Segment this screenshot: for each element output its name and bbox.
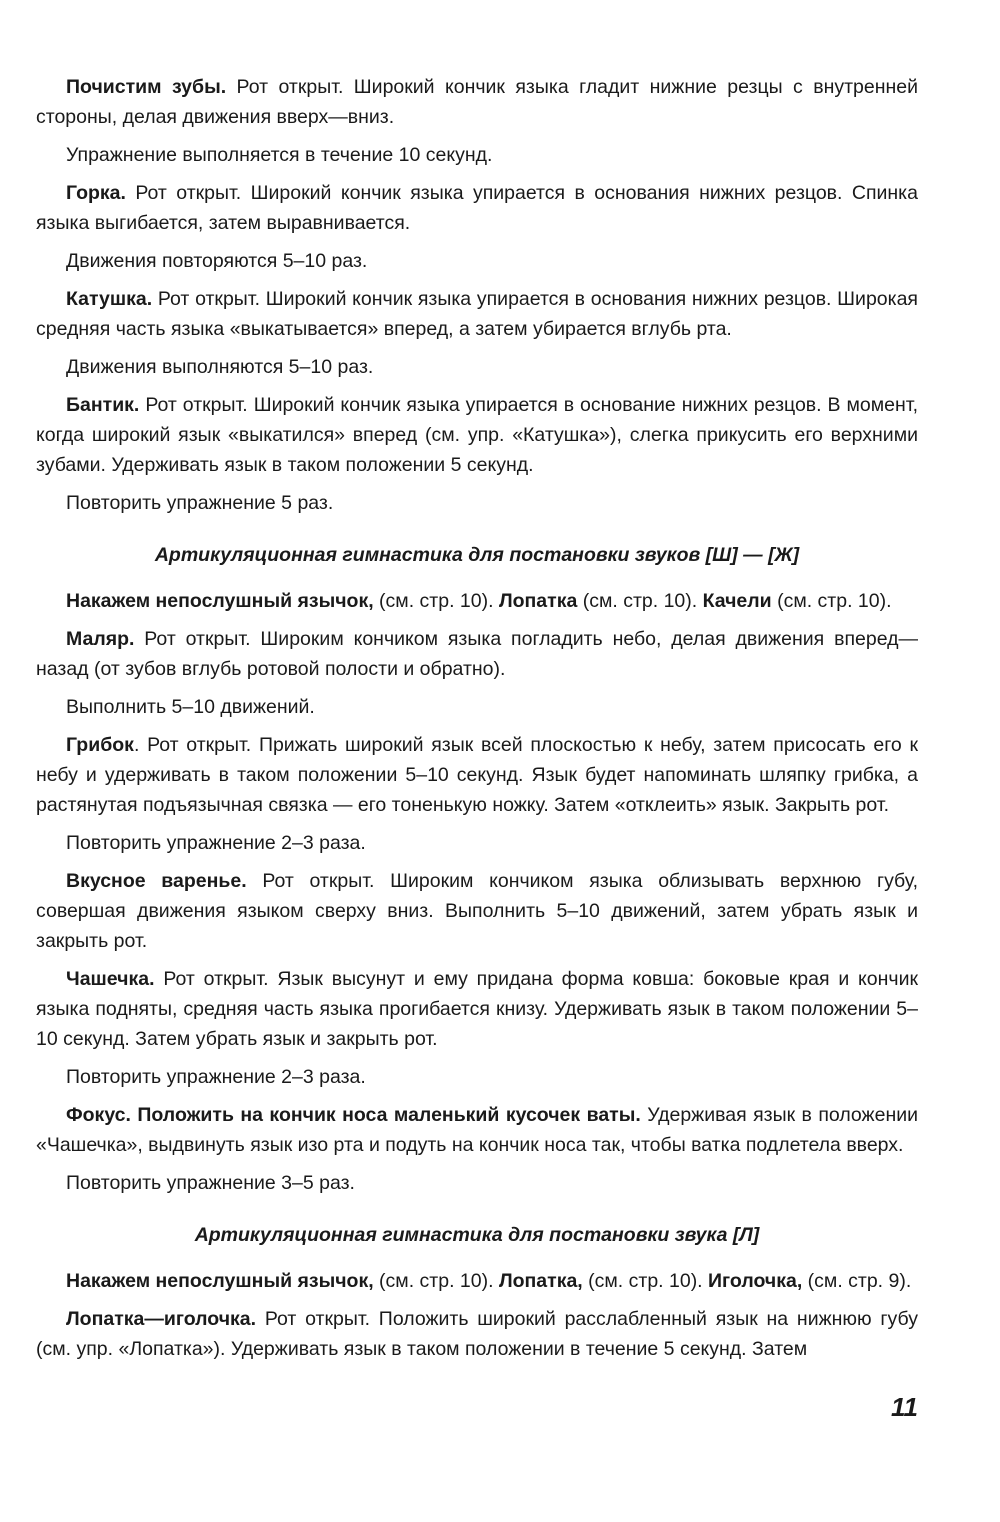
page-body [36,72,918,1372]
exercise-paragraph [36,1304,918,1364]
exercise-text: (см. стр. 10). [771,590,892,612]
exercise-text: . Рот открыт. Прижать широкий язык всей плоскостью к небу, затем присосать его к небу и удерживать в таком положении 5–10 секунд. Язык будет напоминать шляпку грибка, а растянутая подъязычная связка — его тоненькую ножку. Затем «отклеить» язык. Закрыть рот. [36,734,918,816]
exercise-text: (см. стр. 10). [582,1270,709,1292]
exercise-text: Рот открыт. Широкий кончик языка упирается в основания нижних резцов. Широкая средняя часть языка «выкатывается» вперед, а затем убирается вглубь рта. [36,288,918,340]
exercise-note: Повторить упражнение 3–5 раз. [66,1172,355,1194]
exercise-title: Бантик. [66,394,140,416]
exercise-text: Рот открыт. Широкий кончик языка упирается в основание нижних резцов. В момент, когда широкий язык «выкатился» вперед (см. упр. «Катушка»), слегка прикусить его верхними зубами. Удерживать язык в таком положении 5 секунд. [36,394,918,476]
exercise-text: Рот открыт. Широким кончиком языка погладить небо, делая движения вперед—назад (от зубов вглубь ротовой полости и обратно). [36,628,918,680]
exercise-title: Почистим зубы. [66,76,227,98]
exercise-title: Лопатка, [498,1270,583,1292]
exercise-title: Фокус. Положить на кончик носа маленький кусочек ваты. [66,1104,641,1126]
exercise-paragraph [36,586,918,616]
exercise-text: Рот открыт. Широкий кончик языка гладит нижние резцы с внутренней стороны, делая движения вверх—вниз. [36,76,918,128]
exercise-title: Накажем непослушный язычок, [66,1270,374,1292]
exercise-text: Удерживая язык в положении «Чашечка», выдвинуть язык изо рта и подуть на кончик носа так, чтобы ватка подлетела вверх. [36,1104,918,1156]
exercise-title: Катушка. [66,288,153,310]
exercise-note: Упражнение выполняется в течение 10 секунд. [66,144,493,166]
exercise-paragraph [36,624,918,684]
exercise-text: (см. стр. 10). [577,590,703,612]
exercise-title: Лопатка [498,590,578,612]
exercise-note: Движения выполняются 5–10 раз. [66,356,374,378]
exercise-paragraph [36,1266,918,1296]
exercise-title: Грибок [66,734,134,756]
exercise-paragraph [36,730,918,820]
exercise-text: Рот открыт. Язык высунут и ему придана форма ковша: боковые края и кончик языка подняты, средняя часть языка прогибается книзу. Удерживать язык в таком положении 5–10 секунд. Затем убрать язык и закрыть рот. [36,968,918,1050]
section-heading: Артикуляционная гимнастика для постановки звуков [Ш] — [Ж] [154,544,800,566]
exercise-title: Чашечка. [66,968,155,990]
exercise-title: Качели [702,590,772,612]
exercise-text: Рот открыт. Положить широкий расслабленный язык на нижнюю губу (см. упр. «Лопатка»). Удерживать язык в таком положении в течение 5 секунд. Затем [36,1308,918,1360]
exercise-title: Иголочка, [708,1270,803,1292]
exercise-title: Маляр. [66,628,135,650]
exercise-paragraph [36,178,918,238]
exercise-note: Выполнить 5–10 движений. [66,696,315,718]
exercise-title: Горка. [66,182,126,204]
exercise-title: Вкусное варенье. [66,870,247,892]
exercise-note: Повторить упражнение 2–3 раза. [66,1066,366,1088]
exercise-text: (см. стр. 10). [373,1270,499,1292]
exercise-paragraph [36,866,918,956]
exercise-text: Рот открыт. Широким кончиком языка облизывать верхнюю губу, совершая движения языком сверху вниз. Выполнить 5–10 движений, затем убрать язык и закрыть рот. [36,870,919,952]
exercise-text: Рот открыт. Широкий кончик языка упирается в основания нижних резцов. Спинка языка выгибается, затем выравнивается. [36,182,918,234]
exercise-paragraph [36,72,918,132]
exercise-paragraph [36,284,918,344]
exercise-note: Движения повторяются 5–10 раз. [66,250,368,272]
exercise-paragraph [36,390,918,480]
exercise-text: (см. стр. 10). [373,590,499,612]
exercise-paragraph [36,1100,918,1160]
exercise-note: Повторить упражнение 2–3 раза. [66,832,366,854]
page-number: 11 [891,1392,918,1422]
exercise-note: Повторить упражнение 5 раз. [66,492,334,514]
exercise-title: Лопатка—иголочка. [66,1308,257,1330]
exercise-text: (см. стр. 9). [802,1270,912,1292]
exercise-paragraph [36,964,918,1054]
exercise-title: Накажем непослушный язычок, [66,590,374,612]
section-heading: Артикуляционная гимнастика для постановки звука [Л] [194,1224,760,1246]
